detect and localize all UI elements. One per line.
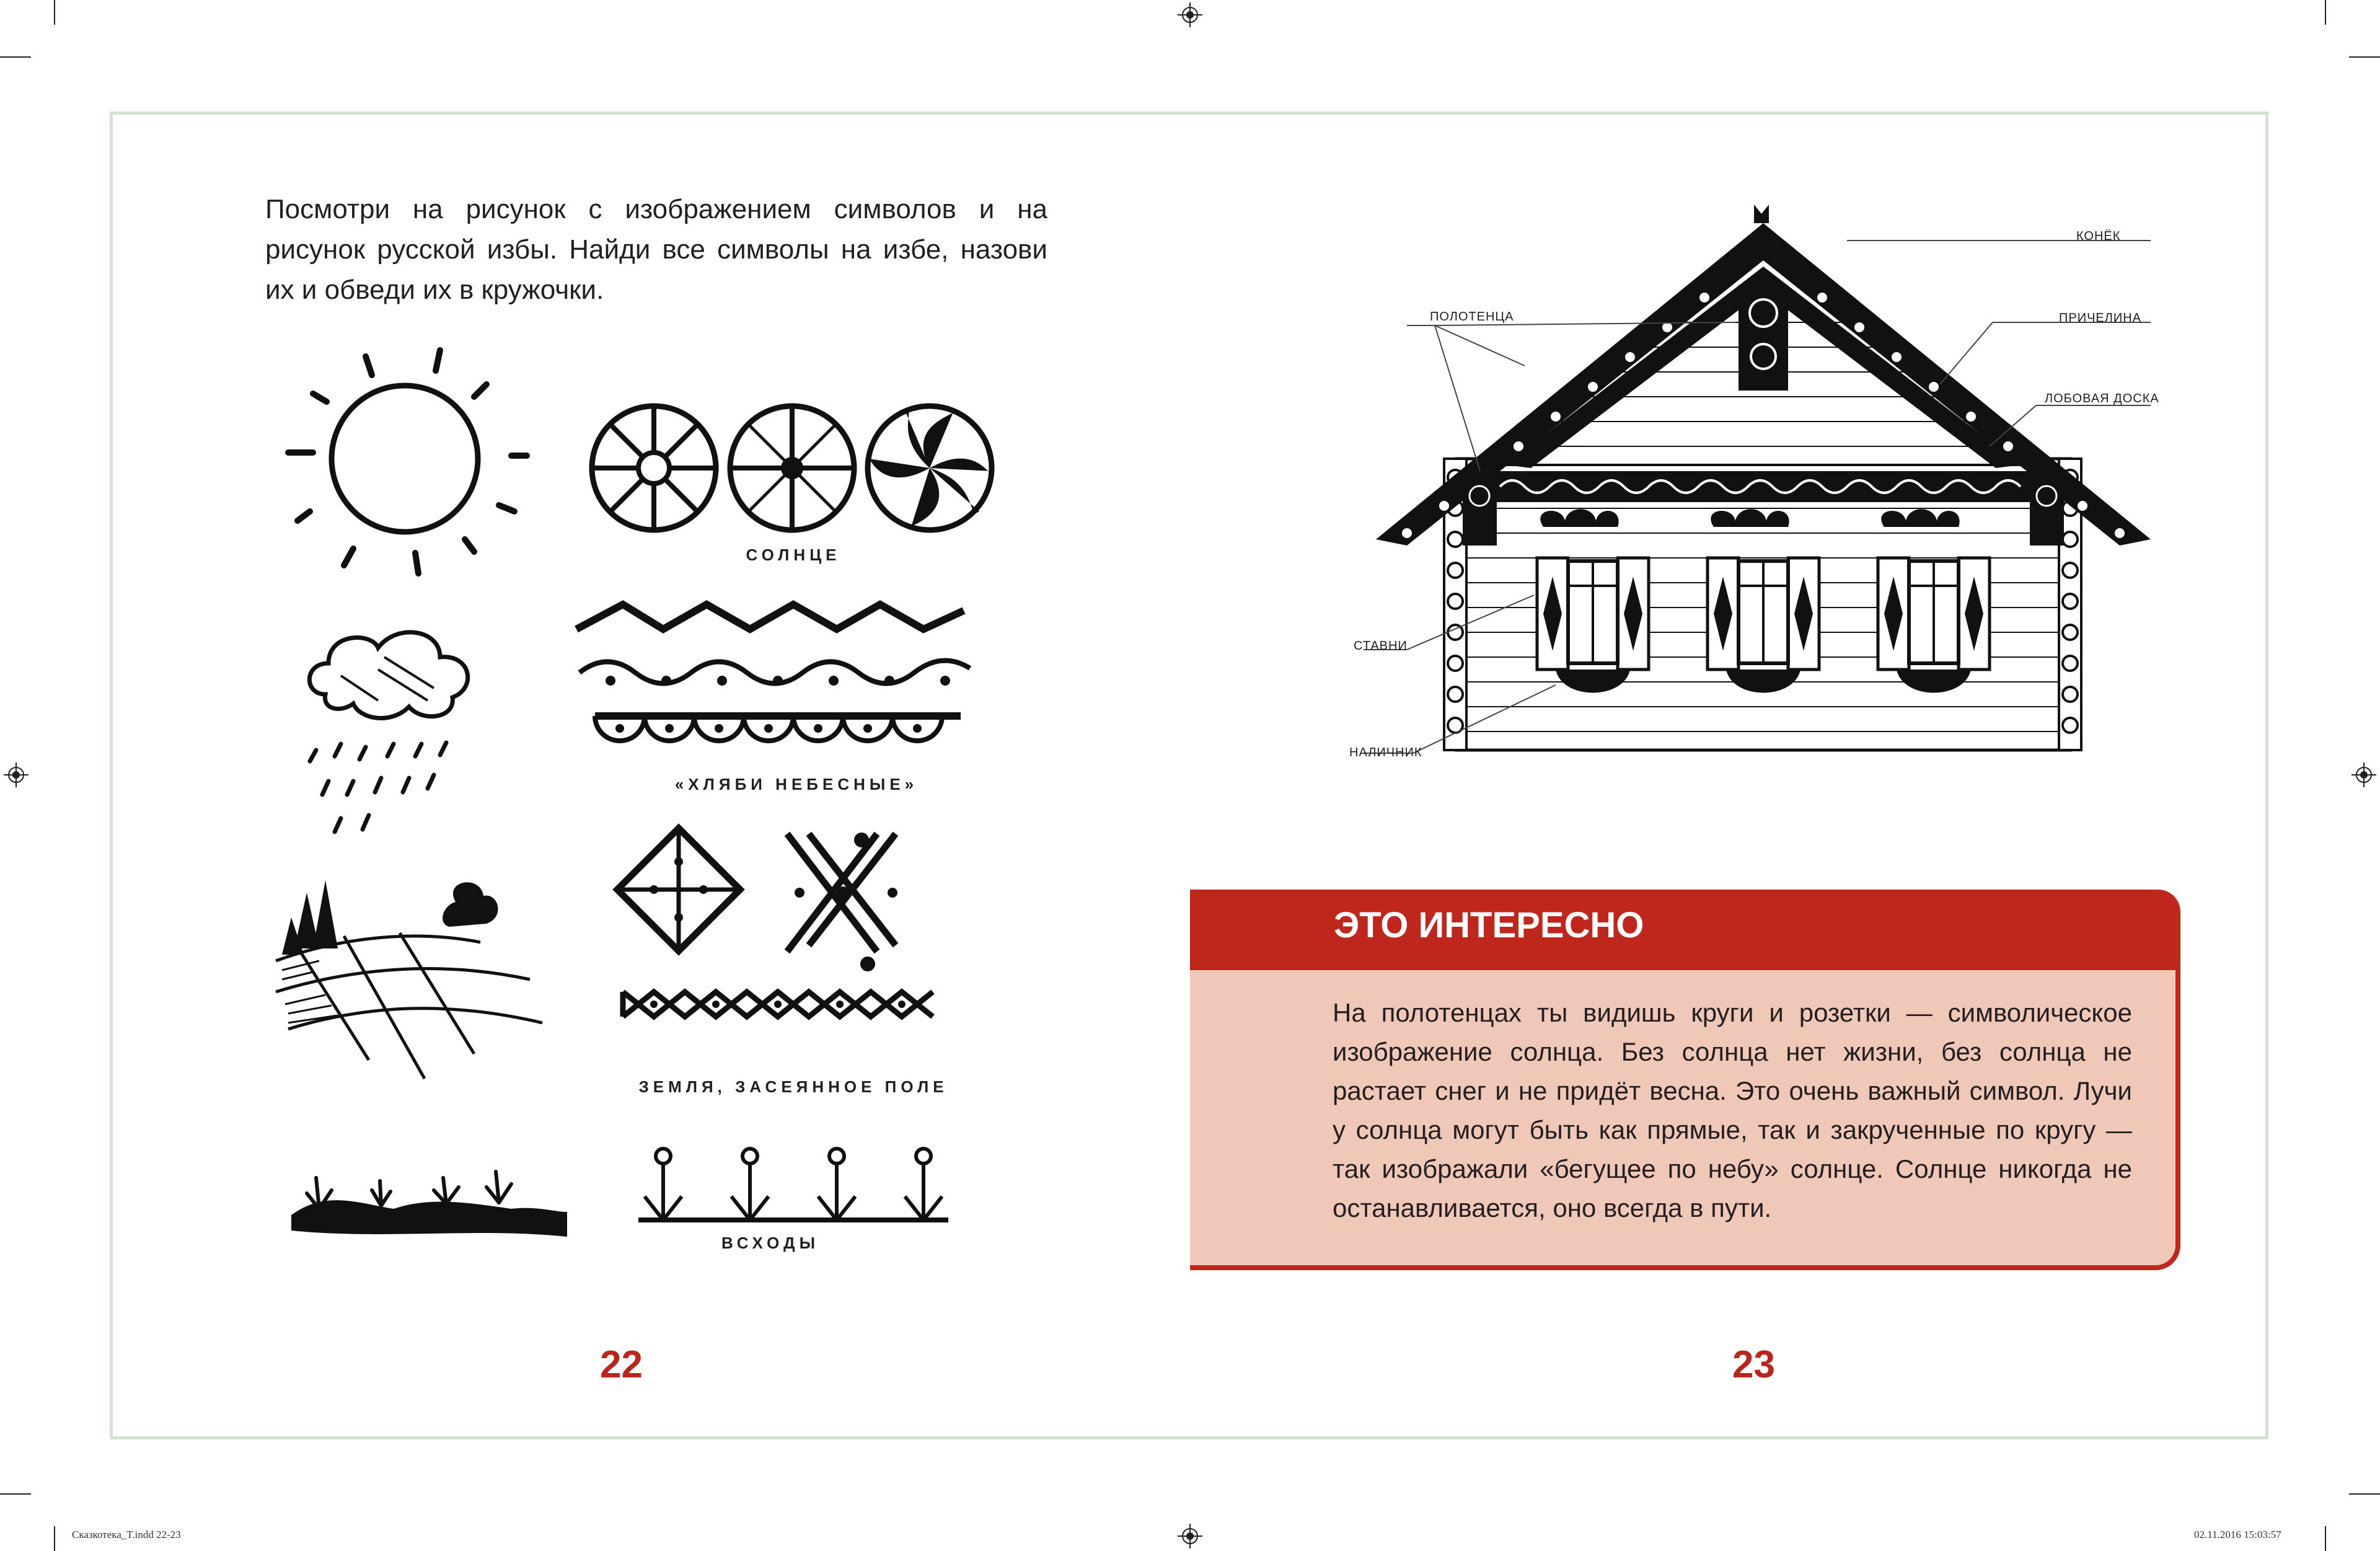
page-number-right: 23 (1732, 1343, 1775, 1386)
caption-sprouts: ВСХОДЫ (721, 1234, 820, 1252)
sprouts-ornament (632, 1141, 967, 1246)
slug-date: 02.11.2016 15:03:57 (2194, 1529, 2281, 1540)
info-box-text: На полотенцах ты видишь круги и розетки — символическое изображение солнца. Без солнца нет жизни, без солнца не растает снег и не придёт весна. Это очень важный символ. Лучи у солнца могут быть как прямые, так и закрученные по кругу — так изображали «бегущее по небу» солнце. Солнце никогда не останавливается, оно всегда в пути. (1333, 998, 2132, 1222)
page-number-left: 22 (600, 1343, 643, 1386)
earth-ornament (610, 821, 970, 1082)
field-drawing (270, 868, 555, 1091)
label-stavni: СТАВНИ (1354, 639, 1408, 653)
caption-heavens: «ХЛЯБИ НЕБЕСНЫЕ» (674, 775, 919, 793)
heavens-ornament (573, 595, 995, 756)
sun-rosettes (583, 397, 1029, 546)
label-nalichnik: НАЛИЧНИК (1349, 746, 1422, 759)
caption-sun: СОЛНЦЕ (746, 546, 841, 564)
info-box-title: ЭТО ИНТЕРЕСНО (1334, 905, 1644, 945)
rain-cloud-drawing (291, 620, 502, 855)
house-illustration (1345, 198, 2175, 855)
slug-file: Сказкотека_T.indd 22-23 (72, 1529, 181, 1540)
label-konek: КОНЁК (2076, 229, 2121, 243)
sun-drawing (276, 335, 536, 583)
label-prichelina: ПРИЧЕЛИНА (2059, 311, 2142, 325)
info-box-header (1190, 890, 2180, 970)
grass-drawing (288, 1134, 573, 1246)
caption-earth: ЗЕМЛЯ, ЗАСЕЯННОЕ ПОЛЕ (638, 1077, 948, 1096)
instruction-text: Посмотри на рисунок с изображением символов и на рисунок русской избы. Найди все символы на избе, назови их и обведи их в кружочки. (265, 194, 1047, 305)
label-polotentsa: ПОЛОТЕНЦА (1430, 310, 1514, 324)
label-lobovaya: ЛОБОВАЯ ДОСКА (2045, 392, 2159, 405)
